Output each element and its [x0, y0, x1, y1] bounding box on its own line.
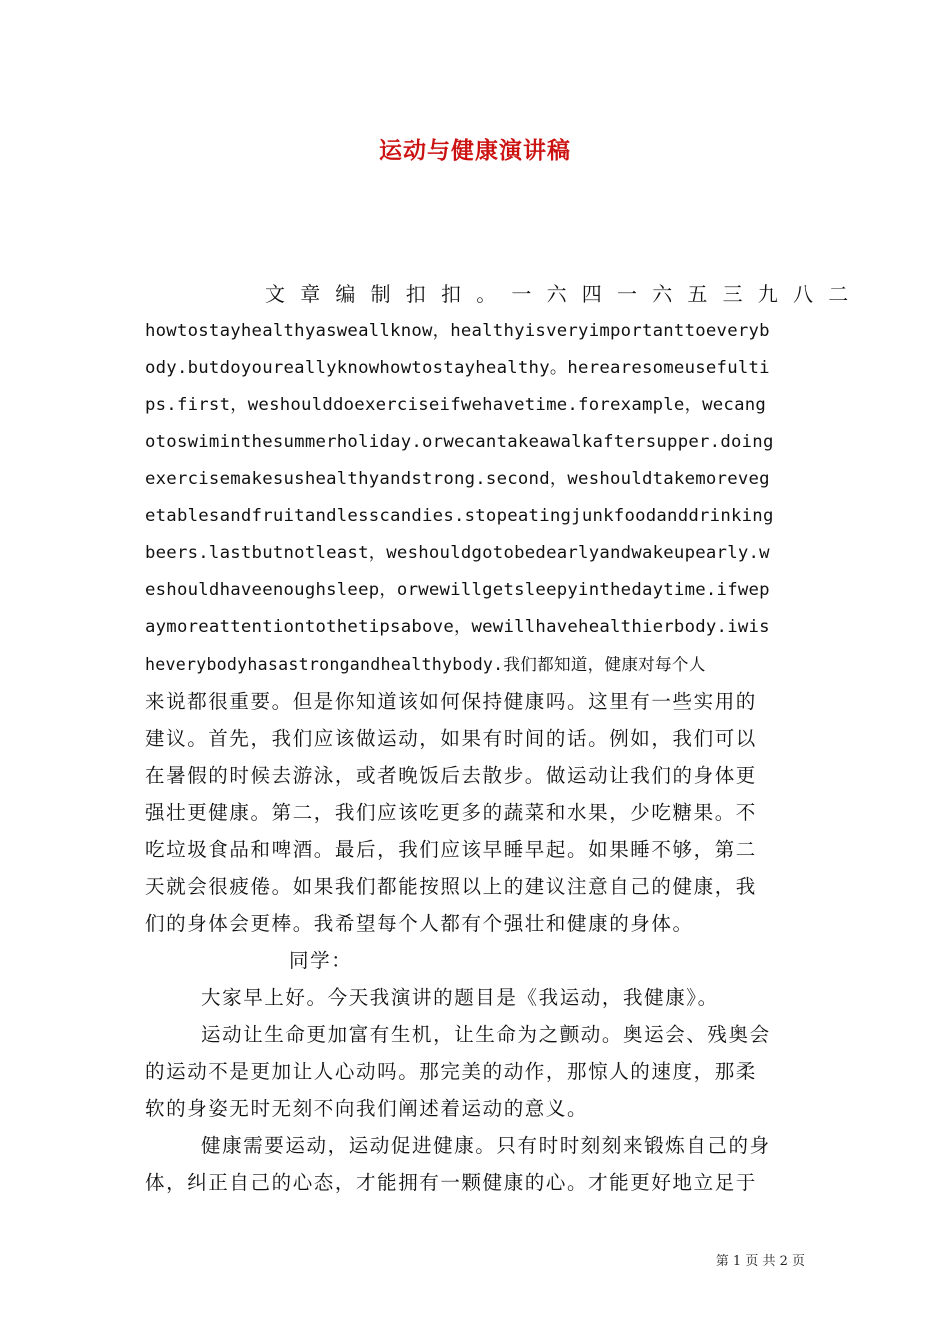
text-line: otoswiminthesummerholiday.orwecantakeawalkaftersupper.doing [145, 432, 774, 452]
text-line: 体，纠正自己的心态，才能拥有一颗健康的心。才能更好地立足于 [145, 1171, 757, 1194]
text-line: 在暑假的时候去游泳，或者晚饭后去散步。做运动让我们的身体更 [145, 764, 757, 787]
text-line: ps.first，weshoulddoexerciseifwehavetime.forexample，wecang [145, 395, 767, 415]
text-line: 建议。首先，我们应该做运动，如果有时间的话。例如，我们可以 [145, 727, 757, 750]
text-line: 吃垃圾食品和啤酒。最后，我们应该早睡早起。如果睡不够，第二 [145, 838, 757, 861]
text-line: eshouldhaveenoughsleep，orwewillgetsleepyinthedaytime.ifwep [145, 580, 770, 600]
text-line: 运动让生命更加富有生机，让生命为之颤动。奥运会、残奥会 [201, 1023, 771, 1046]
document-title: 运动与健康演讲稿 [379, 138, 571, 164]
text-line: 同学： [289, 949, 353, 972]
text-line: ody.butdoyoureallyknowhowtostayhealthy。herearesomeusefulti [145, 358, 770, 378]
text-line: 的运动不是更加让人心动吗。那完美的动作，那惊人的速度，那柔 [145, 1060, 757, 1083]
text-line: heverybodyhasastrongandhealthybody.我们都知道，健康对每个人 [145, 655, 706, 674]
text-line: beers.lastbutnotleast，weshouldgotobedearlyandwakeupearly.w [145, 543, 770, 563]
text-line: 文章编制扣扣。一六四一六五三九八二 [265, 282, 864, 306]
text-line: aymoreattentiontothetipsabove，wewillhavehealthierbody.iwis [145, 617, 770, 637]
text-line: 健康需要运动，运动促进健康。只有时时刻刻来锻炼自己的身 [201, 1134, 771, 1157]
text-line: exercisemakesushealthyandstrong.second，weshouldtakemoreveg [145, 469, 770, 489]
text-line: 强壮更健康。第二，我们应该吃更多的蔬菜和水果，少吃糖果。不 [145, 801, 757, 824]
text-line: 天就会很疲倦。如果我们都能按照以上的建议注意自己的健康，我 [145, 875, 757, 898]
document-body [145, 276, 864, 1201]
page-number: 第 1 页 共 2 页 [715, 1254, 805, 1269]
text-line: 软的身姿无时无刻不向我们阐述着运动的意义。 [145, 1097, 589, 1120]
text-line: howtostayhealthyasweallknow，healthyisveryimportanttoeveryb [145, 321, 770, 341]
text-line: etablesandfruitandlesscandies.stopeatingjunkfoodanddrinking [145, 506, 774, 526]
text-line: 大家早上好。今天我演讲的题目是《我运动，我健康》。 [201, 986, 719, 1009]
text-line: 来说都很重要。但是你知道该如何保持健康吗。这里有一些实用的 [145, 690, 757, 713]
text-line: 们的身体会更棒。我希望每个人都有个强壮和健康的身体。 [145, 912, 694, 935]
